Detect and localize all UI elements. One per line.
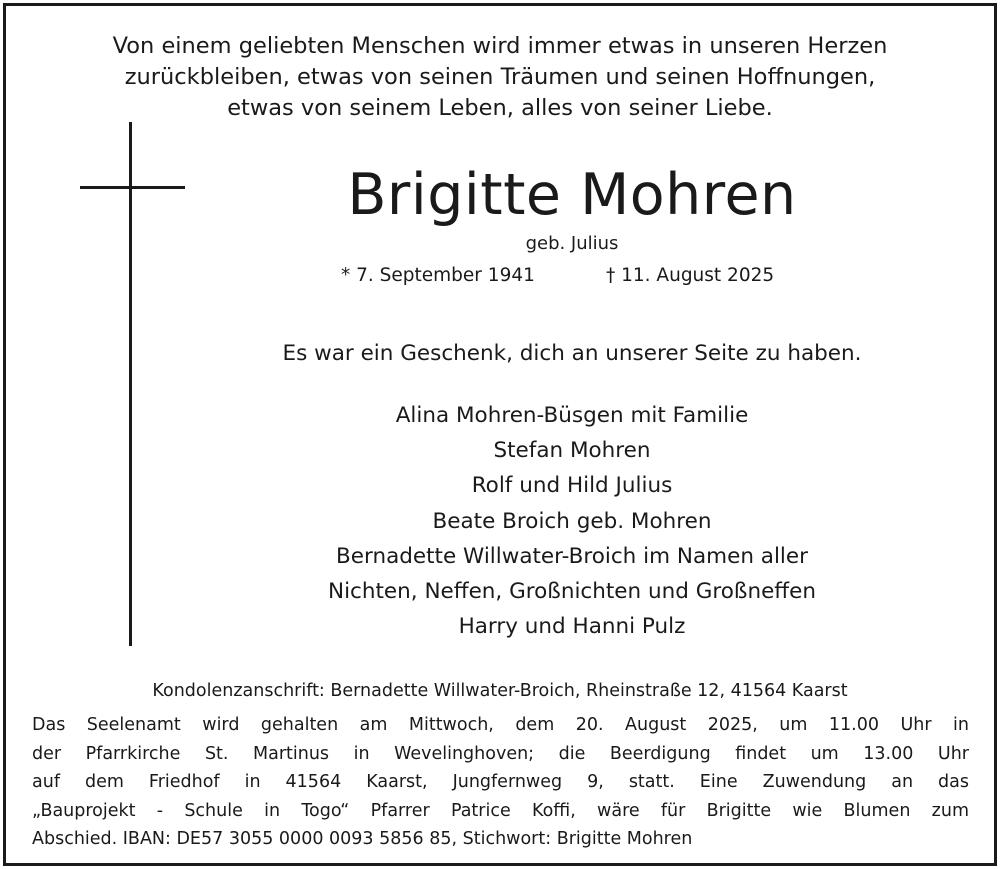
dedication-text: Es war ein Geschenk, dich an unserer Seite zu haben. <box>282 341 862 366</box>
birth-date: * 7. September 1941 <box>341 265 535 286</box>
notice-line: der Pfarrkirche St. Martinus in Wevelinghoven; die Beerdigung findet um 13.00 Uhr <box>32 743 969 764</box>
deceased-name: Brigitte Mohren <box>347 162 797 228</box>
mourner-line: Bernadette Willwater-Broich im Namen aller <box>336 543 808 569</box>
mourner-line: Rolf und Hild Julius <box>471 473 673 499</box>
cross-icon-crossbar <box>80 186 185 189</box>
quote-line: Von einem geliebten Menschen wird immer etwas in unseren Herzen <box>112 33 888 59</box>
quote-line: zurückbleiben, etwas von seinen Träumen und seinen Hoffnungen, <box>124 64 876 90</box>
mourners-list <box>222 398 922 644</box>
mourner-line: Beate Broich geb. Mohren <box>432 508 712 534</box>
cross-icon <box>129 122 132 646</box>
maiden-name: geb. Julius <box>525 233 619 254</box>
death-date: † 11. August 2025 <box>606 265 775 286</box>
memorial-quote <box>0 31 1000 124</box>
notice-line: Das Seelenamt wird gehalten am Mittwoch, dem 20. August 2025, um 11.00 Uhr in <box>32 715 969 735</box>
mourner-line: Nichten, Neffen, Großnichten und Großneffen <box>328 579 816 605</box>
mourner-line: Stefan Mohren <box>493 438 651 464</box>
mourner-line: Harry und Hanni Pulz <box>458 614 686 640</box>
quote-line: etwas von seinem Leben, alles von seiner Liebe. <box>227 95 773 121</box>
notice-line: auf dem Friedhof in 41564 Kaarst, Jungfernweg 9, statt. Eine Zuwendung an das <box>32 772 969 792</box>
condolence-address: Kondolenzanschrift: Bernadette Willwater-Broich, Rheinstraße 12, 41564 Kaarst <box>152 681 848 701</box>
service-notice <box>32 711 969 854</box>
mourner-line: Alina Mohren-Büsgen mit Familie <box>395 403 749 428</box>
notice-line: Abschied. IBAN: DE57 3055 0000 0093 5856 85, Stichwort: Brigitte Mohren <box>32 829 693 849</box>
notice-line: „Bauprojekt - Schule in Togo“ Pfarrer Patrice Koffi, wäre für Brigitte wie Blumen zum <box>32 800 969 821</box>
